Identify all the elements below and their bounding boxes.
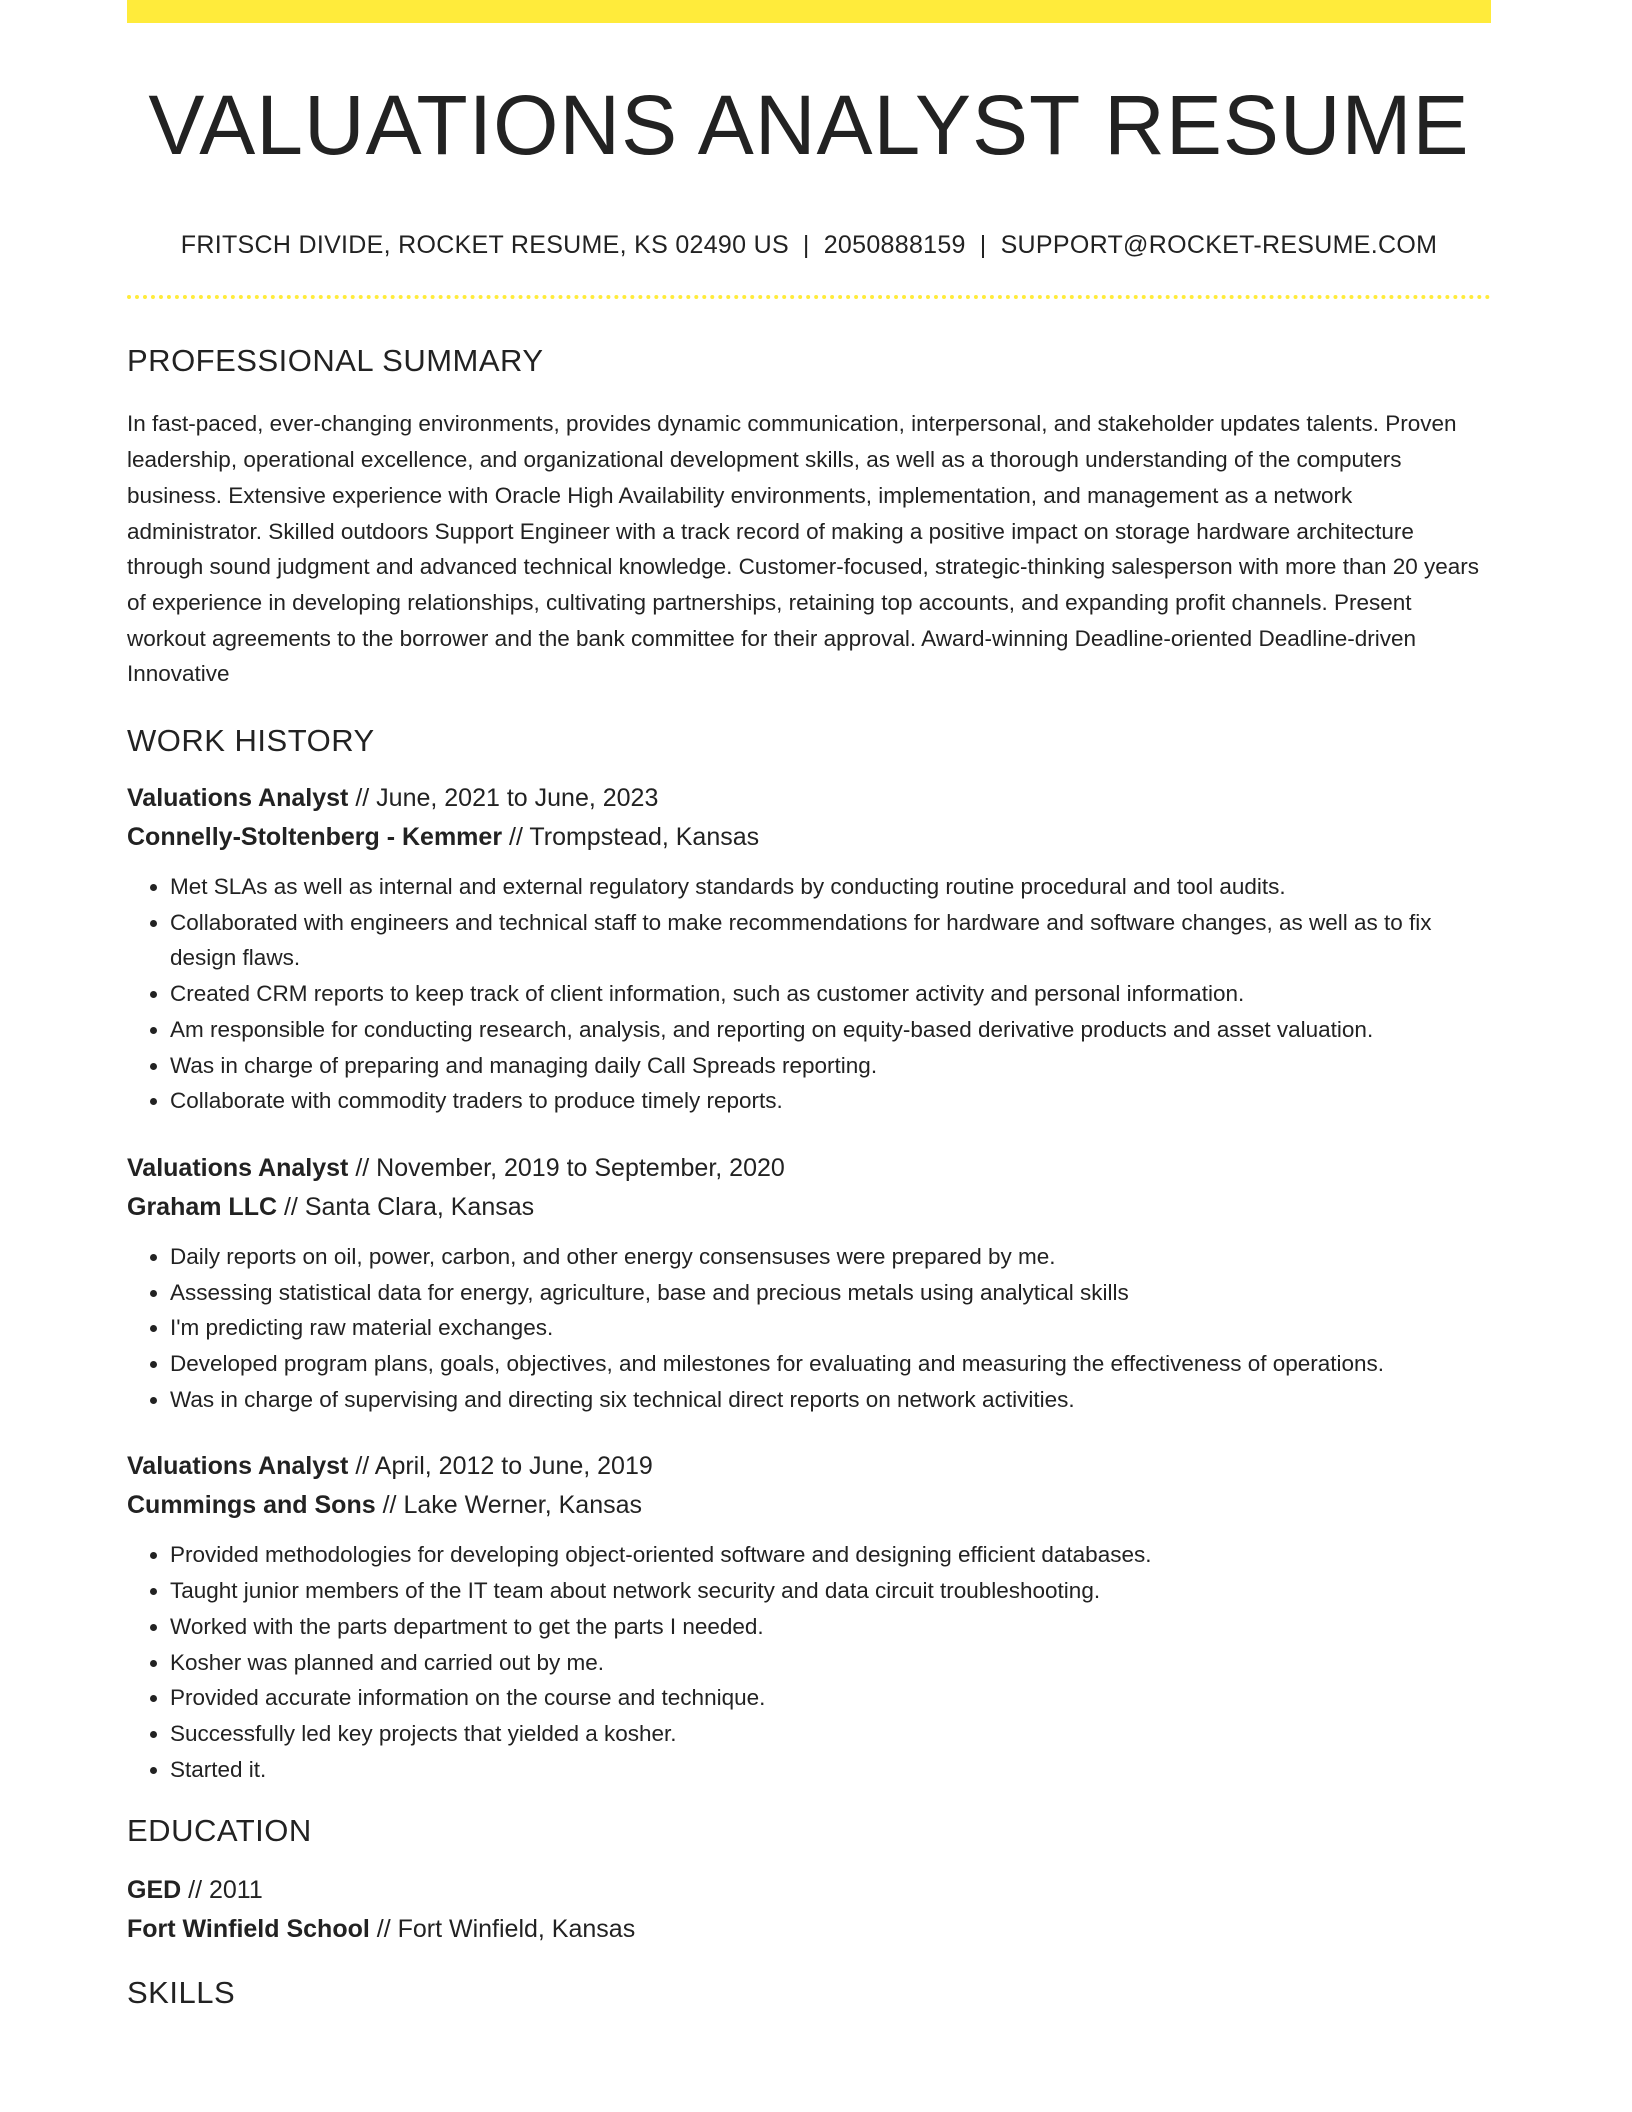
- job-separator: //: [502, 823, 530, 852]
- contact-line: [127, 231, 1491, 260]
- job-bullets: [127, 1239, 1491, 1418]
- job-bullet: • Developed program plans, goals, objectives, and milestones for evaluating and measuring the effectiveness of operations.: [170, 1346, 1491, 1382]
- education-school: Fort Winfield School: [127, 1915, 370, 1944]
- job-title: Valuations Analyst: [127, 784, 349, 813]
- job-bullet: • Met SLAs as well as internal and external regulatory standards by conducting routine procedural and tool audits.: [170, 869, 1491, 905]
- job-separator: //: [348, 1452, 375, 1481]
- job-bullet: • Started it.: [170, 1752, 1491, 1788]
- contact-email: SUPPORT@ROCKET-RESUME.COM: [1000, 231, 1438, 260]
- job-bullet: • Am responsible for conducting research, analysis, and reporting on equity-based derivative products and asset valuation.: [170, 1012, 1491, 1048]
- job-company: Graham LLC: [127, 1192, 278, 1221]
- job-location: Lake Werner, Kansas: [403, 1491, 642, 1520]
- job-bullet: • Was in charge of supervising and directing six technical direct reports on network activities.: [170, 1382, 1491, 1418]
- job-bullet: • Daily reports on oil, power, carbon, and other energy consensuses were prepared by me.: [170, 1239, 1491, 1275]
- contact-separator: |: [802, 231, 810, 260]
- job-title-line: [127, 1447, 1491, 1486]
- job-dates: April, 2012 to June, 2019: [374, 1452, 653, 1481]
- education-separator: //: [181, 1876, 209, 1905]
- job-separator: //: [375, 1491, 404, 1520]
- job-bullet: • I'm predicting raw material exchanges.: [170, 1310, 1491, 1346]
- top-accent-bar: [127, 0, 1491, 23]
- job-bullet: • Created CRM reports to keep track of client information, such as customer activity and personal information.: [170, 976, 1491, 1012]
- job-dates: June, 2021 to June, 2023: [376, 784, 659, 813]
- job-entry: [127, 779, 1491, 1119]
- job-company: Connelly-Stoltenberg - Kemmer: [127, 823, 503, 852]
- education-school-line: [127, 1910, 1491, 1949]
- job-bullet: • Taught junior members of the IT team about network security and data circuit troubleshooting.: [170, 1573, 1491, 1609]
- job-bullet: • Collaborate with commodity traders to produce timely reports.: [170, 1083, 1491, 1119]
- job-company: Cummings and Sons: [127, 1491, 376, 1520]
- job-company-line: [127, 1486, 1491, 1525]
- job-company-line: [127, 1188, 1491, 1227]
- job-location: Santa Clara, Kansas: [304, 1192, 535, 1221]
- job-bullet: • Kosher was planned and carried out by me.: [170, 1645, 1491, 1681]
- job-entry: [127, 1149, 1491, 1418]
- job-bullet: • Collaborated with engineers and technical staff to make recommendations for hardware and software changes, as well as to fix design flaws.: [170, 905, 1491, 976]
- job-company-line: [127, 818, 1491, 857]
- job-separator: //: [348, 784, 377, 813]
- job-bullets: [127, 1537, 1491, 1787]
- education-heading: EDUCATION: [127, 1813, 312, 1849]
- job-bullet: • Assessing statistical data for energy, agriculture, base and precious metals using analytical skills: [170, 1275, 1491, 1311]
- education-degree: GED: [127, 1876, 182, 1905]
- job-bullet: • Was in charge of preparing and managing daily Call Spreads reporting.: [170, 1048, 1491, 1084]
- skills-heading: SKILLS: [127, 1975, 236, 2011]
- job-bullet: • Provided methodologies for developing object-oriented software and designing efficient databases.: [170, 1537, 1491, 1573]
- dotted-divider: [127, 295, 1491, 299]
- education-location: Fort Winfield, Kansas: [397, 1915, 636, 1944]
- resume-page: [127, 0, 1491, 2011]
- job-dates: November, 2019 to September, 2020: [376, 1153, 785, 1182]
- job-entry: [127, 1447, 1491, 1787]
- job-title-line: [127, 779, 1491, 818]
- job-bullet: • Successfully led key projects that yielded a kosher.: [170, 1716, 1491, 1752]
- job-bullet: • Provided accurate information on the course and technique.: [170, 1680, 1491, 1716]
- job-separator: //: [348, 1153, 377, 1182]
- education-degree-line: [127, 1871, 1491, 1910]
- work-history-heading: WORK HISTORY: [127, 723, 375, 759]
- education-separator: //: [369, 1915, 398, 1944]
- summary-text: In fast-paced, ever-changing environments, provides dynamic communication, interpersonal, and stakeholder updates talents. Proven leadership, operational excellence, and organizational development skills, as well as a thorough understanding of the computers business. Extensive experience with Oracle High Availability environments, implementation, and management as a network administrator. Skilled outdoors Support Engineer with a track record of making a positive impact on storage hardware architecture through sound judgment and advanced technical knowledge. Customer-focused, strategic-thinking salesperson with more than 20 years of experience in developing relationships, cultivating partnerships, retaining top accounts, and expanding profit channels. Present workout agreements to the borrower and the bank committee for their approval. Award-winning Deadline-oriented Deadline-driven Innovative: [127, 411, 1480, 687]
- resume-title: VALUATIONS ANALYST RESUME: [148, 78, 1470, 172]
- summary-heading: PROFESSIONAL SUMMARY: [127, 343, 544, 379]
- education-year: 2011: [208, 1876, 263, 1905]
- contact-phone: 2050888159: [823, 231, 966, 260]
- education-entry: [127, 1871, 1491, 1949]
- job-title-line: [127, 1149, 1491, 1188]
- job-location: Trompstead, Kansas: [529, 823, 760, 852]
- job-separator: //: [277, 1192, 305, 1221]
- job-title: Valuations Analyst: [127, 1153, 349, 1182]
- contact-separator: |: [979, 231, 987, 260]
- contact-address: FRITSCH DIVIDE, ROCKET RESUME, KS 02490 US: [180, 231, 789, 260]
- job-bullet: • Worked with the parts department to get the parts I needed.: [170, 1609, 1491, 1645]
- job-bullets: [127, 869, 1491, 1119]
- job-title: Valuations Analyst: [127, 1452, 349, 1481]
